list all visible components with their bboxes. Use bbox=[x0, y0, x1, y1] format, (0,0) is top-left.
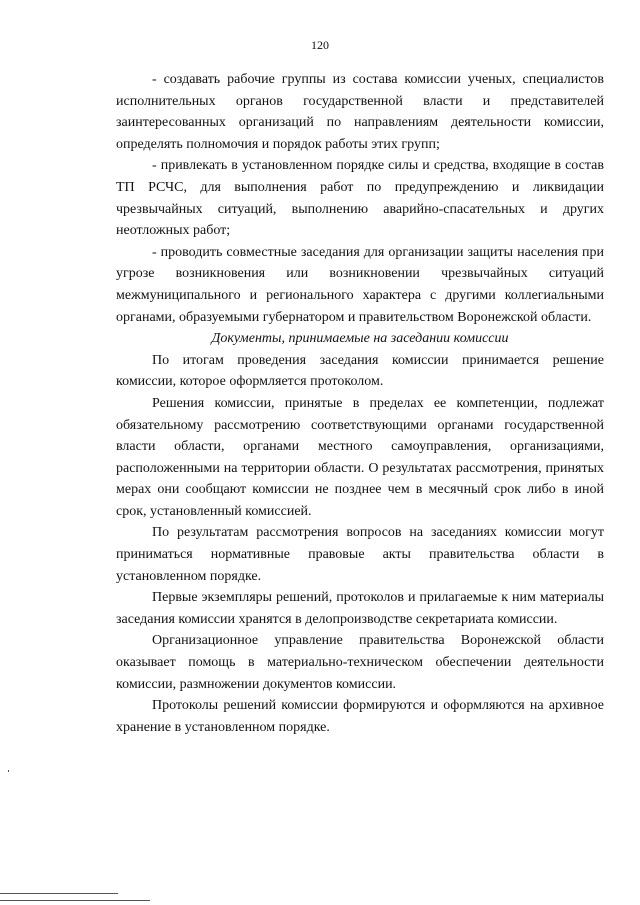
paragraph: - привлекать в установленном порядке силы и средства, входящие в состав ТП РСЧС, для выполнения работ по предупреждению и ликвидации чрезвычайных ситуаций, выполнению аварийно-спасательных и других неотложных работ; bbox=[116, 158, 604, 239]
section-heading: Документы, принимаемые на заседании комиссии bbox=[211, 331, 509, 347]
paragraph: - проводить совместные заседания для организации защиты населения при угрозе возникновения или возникновении чрезвычайных ситуаций межмуниципального и регионального характера с другими коллегиальными органами, образуемыми губернатором и правительством Воронежской области. bbox=[116, 244, 604, 325]
paragraph: По результатам рассмотрения вопросов на заседаниях комиссии могут приниматься нормативные правовые акты правительства области в установленном порядке. bbox=[116, 525, 604, 584]
document-body bbox=[116, 69, 604, 738]
paragraph: Решения комиссии, принятые в пределах ее компетенции, подлежат обязательному рассмотрению соответствующими органами государственной власти области, органами местного самоуправления, организациями, расположенными на территории области. О результатах рассмотрения, принятых мерах они сообщают комиссии не позднее чем в месячный срок либо в иной срок, установленный комиссией. bbox=[116, 395, 604, 519]
scan-artifact-dot bbox=[8, 770, 9, 772]
paragraph: - создавать рабочие группы из состава комиссии ученых, специалистов исполнительных органов государственной власти и представителей заинтересованных организаций по направлениям деятельности комиссии, определять полномочия и порядок работы этих групп; bbox=[116, 72, 604, 152]
page-number: 120 bbox=[311, 38, 329, 52]
paragraph: Первые экземпляры решений, протоколов и прилагаемые к ним материалы заседания комиссии хранятся в делопроизводстве секретариата комиссии. bbox=[116, 590, 604, 627]
scan-artifact-line bbox=[0, 900, 150, 901]
paragraph: По итогам проведения заседания комиссии принимается решение комиссии, которое оформляется протоколом. bbox=[116, 352, 604, 390]
paragraph: Протоколы решений комиссии формируются и оформляются на архивное хранение в установленном порядке. bbox=[116, 698, 604, 735]
scan-artifact-line bbox=[0, 893, 118, 894]
paragraph: Организационное управление правительства Воронежской области оказывает помощь в материально-техническом обеспечении деятельности комиссии, размножении документов комиссии. bbox=[116, 633, 604, 692]
